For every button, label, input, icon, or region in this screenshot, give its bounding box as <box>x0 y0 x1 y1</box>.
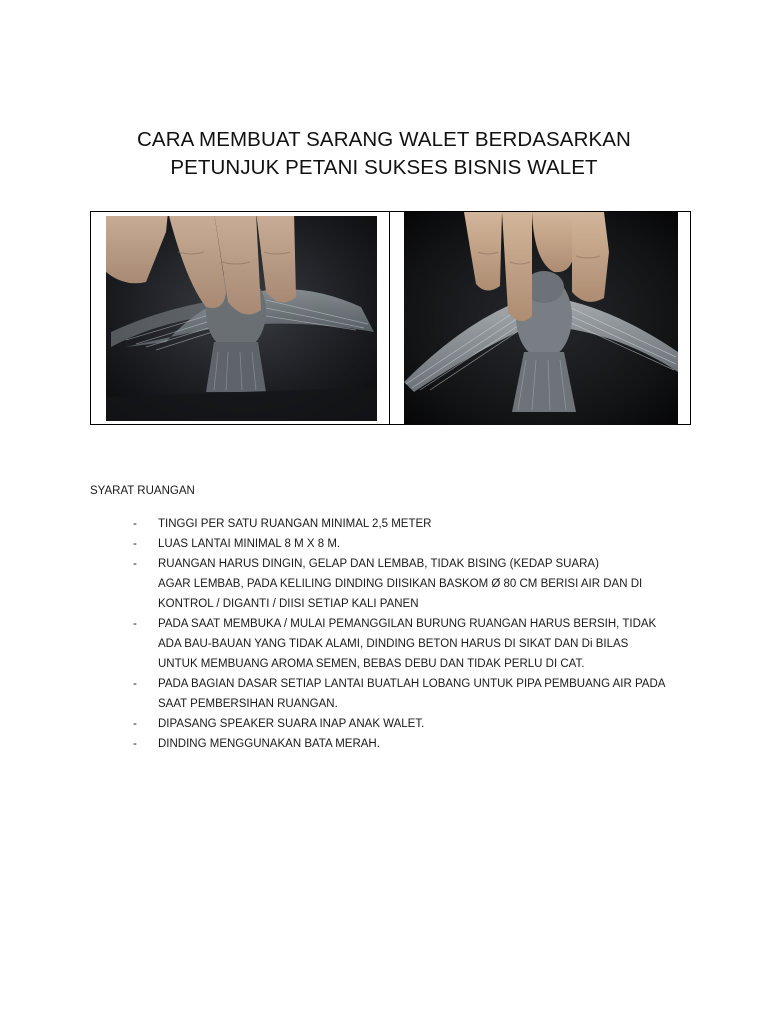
list-item-text: DIPASANG SPEAKER SUARA INAP ANAK WALET. <box>158 718 425 730</box>
list-item-text: TINGGI PER SATU RUANGAN MINIMAL 2,5 METER <box>158 518 432 530</box>
list-item <box>90 534 690 554</box>
list-item-text: SAAT PEMBERSIHAN RUANGAN. <box>158 698 338 710</box>
list-item-text: LUAS LANTAI MINIMAL 8 M X 8 M. <box>158 538 341 550</box>
document-title <box>0 126 768 182</box>
list-item <box>90 514 690 534</box>
list-item-text: DINDING MENGGUNAKAN BATA MERAH. <box>158 738 380 750</box>
section-heading: SYARAT RUANGAN <box>90 485 195 497</box>
list-item-text: KONTROL / DIGANTI / DIISI SETIAP KALI PANEN <box>158 598 419 610</box>
swiftlet-photo-right <box>404 212 678 425</box>
list-item <box>90 734 690 754</box>
list-item <box>90 674 690 714</box>
title-line-2: PETUNJUK PETANI SUKSES BISNIS WALET <box>170 156 598 179</box>
photo-table <box>90 211 691 425</box>
swiftlet-photo-left <box>106 212 377 421</box>
list-item-text: RUANGAN HARUS DINGIN, GELAP DAN LEMBAB, TIDAK BISING (KEDAP SUARA) <box>158 558 599 570</box>
list-item <box>90 614 690 674</box>
list-item <box>90 714 690 734</box>
bullet-dash: - <box>133 738 137 750</box>
bullet-dash: - <box>133 558 137 570</box>
bullet-dash: - <box>133 618 137 630</box>
list-item-text: ADA BAU-BAUAN YANG TIDAK ALAMI, DINDING BETON HARUS DI SIKAT DAN Di BILAS <box>158 638 629 650</box>
list-item-text: PADA BAGIAN DASAR SETIAP LANTAI BUATLAH LOBANG UNTUK PIPA PEMBUANG AIR PADA <box>158 678 666 690</box>
bullet-dash: - <box>133 718 137 730</box>
bullet-dash: - <box>133 538 137 550</box>
title-line-1: CARA MEMBUAT SARANG WALET BERDASARKAN <box>137 128 631 151</box>
list-item <box>90 554 690 614</box>
bullet-dash: - <box>133 518 137 530</box>
list-item-text: UNTUK MEMBUANG AROMA SEMEN, BEBAS DEBU DAN TIDAK PERLU DI CAT. <box>158 658 585 670</box>
requirements-list <box>90 514 690 754</box>
list-item-text: PADA SAAT MEMBUKA / MULAI PEMANGGILAN BURUNG RUANGAN HARUS BERSIH, TIDAK <box>158 618 657 630</box>
bullet-dash: - <box>133 678 137 690</box>
table-divider <box>389 212 390 424</box>
list-item-text: AGAR LEMBAB, PADA KELILING DINDING DIISIKAN BASKOM Ø 80 CM BERISI AIR DAN DI <box>158 578 643 590</box>
